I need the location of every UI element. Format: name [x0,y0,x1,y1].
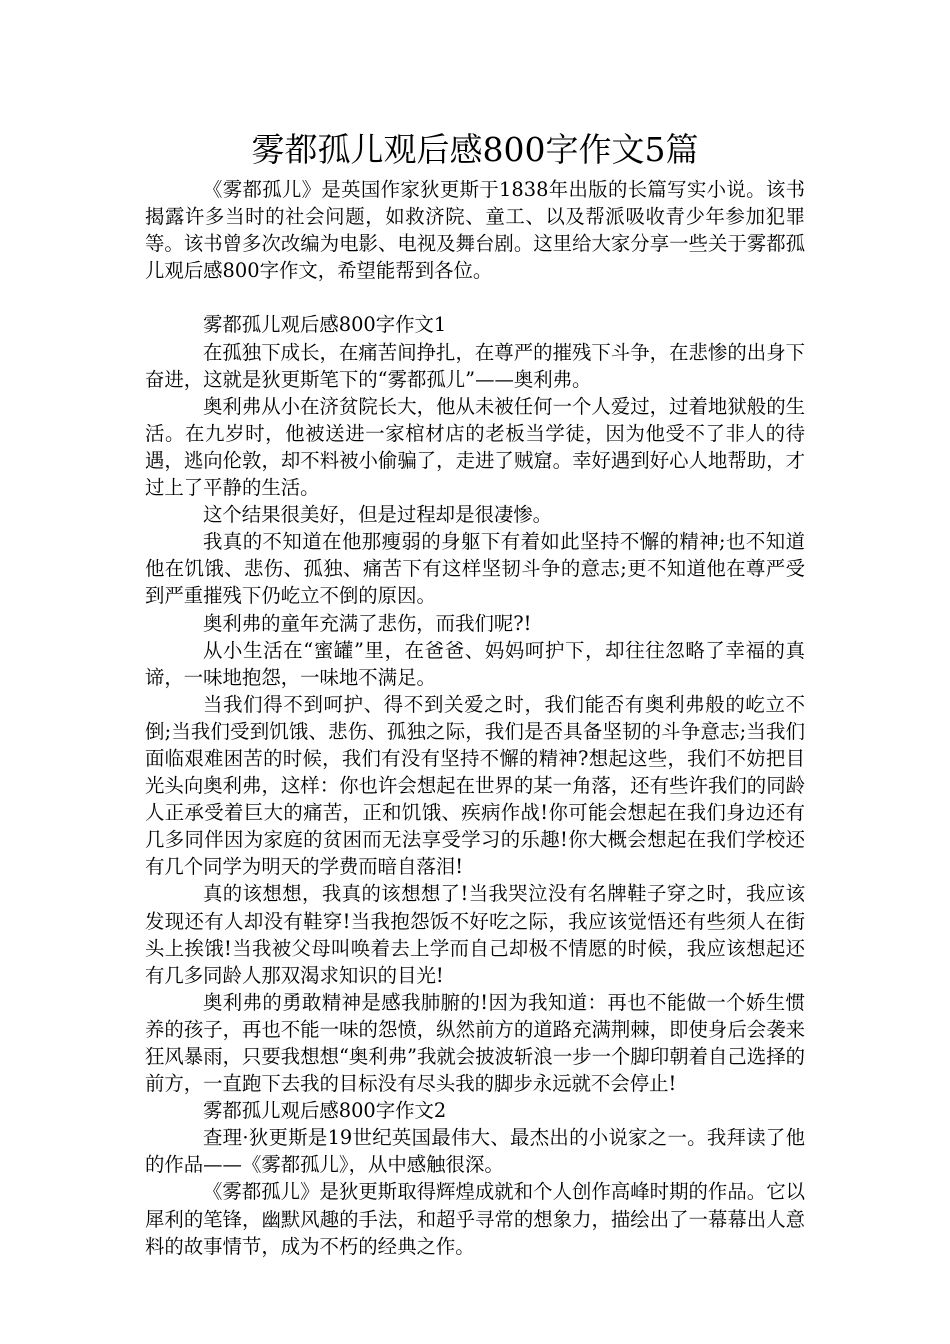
essay-1-paragraph: 奥利弗的童年充满了悲伤，而我们呢?! [203,611,532,635]
essay-2-paragraph: 《雾都孤儿》是狄更斯取得辉煌成就和个人创作高峰时期的作品。它以犀利的笔锋，幽默风趣的手法，和超乎寻常的想象力，描绘出了一幕幕出人意料的故事情节，成为不朽的经典之作。 [145,1180,805,1258]
paragraph-spacer [145,284,805,311]
essay-1-paragraph: 当我们得不到呵护、得不到关爱之时，我们能否有奥利弗般的屹立不倒;当我们受到饥饿、悲伤、孤独之际，我们是否具备坚韧的斗争意志;当我们面临艰难困苦的时候，我们有没有坚持不懈的精神?想起这些，我们不妨把目光头向奥利弗，这样：你也许会想起在世界的某一角落，还有些许我们的同龄人正承受着巨大的痛苦，正和饥饿、疾病作战!你可能会想起在我们身边还有几多同伴因为家庭的贫困而无法享受学习的乐趣!你大概会想起在我们学校还有几个同学为明天的学费而暗自落泪! [145,692,805,879]
essay-1-paragraph: 我真的不知道在他那瘦弱的身躯下有着如此坚持不懈的精神;也不知道他在饥饿、悲伤、孤独、痛苦下有这样坚韧斗争的意志;更不知道他在尊严受到严重摧残下仍屹立不倒的原因。 [145,530,805,608]
essay-2-heading: 雾都孤儿观后感800字作文2 [203,1099,447,1123]
intro-paragraph: 《雾都孤儿》是英国作家狄更斯于1838年出版的长篇写实小说。该书揭露许多当时的社会问题，如救济院、童工、以及帮派吸收青少年参加犯罪等。该书曾多次改编为电影、电视及舞台剧。这里给大家分享一些关于雾都孤儿观后感800字作文，希望能帮到各位。 [145,178,805,283]
essay-1-paragraph: 奥利弗从小在济贫院长大，他从未被任何一个人爱过，过着地狱般的生活。在九岁时，他被送进一家棺材店的老板当学徒，因为他受不了非人的待遇，逃向伦敦，却不料被小偷骗了，走进了贼窟。幸好遇到好心人地帮助，才过上了平静的生活。 [145,394,805,500]
document-title: 雾都孤儿观后感800字作文5篇 [251,130,699,169]
essay-1-paragraph: 在孤独下成长，在痛苦间挣扎，在尊严的摧残下斗争，在悲惨的出身下奋进，这就是狄更斯笔下的“雾都孤儿”——奥利弗。 [145,340,805,391]
essay-1-heading: 雾都孤儿观后感800字作文1 [203,313,447,337]
essay-1-paragraph: 奥利弗的勇敢精神是感我肺腑的!因为我知道：再也不能做一个娇生惯养的孩子，再也不能一味的怨愤，纵然前方的道路充满荆棘，即使身后会袭来狂风暴雨，只要我想想“奥利弗”我就会披波斩浪一步一个脚印朝着自己选择的前方，一直跑下去我的目标没有尽头我的脚步永远就不会停止! [145,990,805,1096]
document-body [145,176,805,1260]
essay-1-paragraph: 从小生活在“蜜罐”里，在爸爸、妈妈呵护下，却往往忽略了幸福的真谛，一味地抱怨，一味地不满足。 [145,638,805,689]
essay-2-paragraph: 查理·狄更斯是19世纪英国最伟大、最杰出的小说家之一。我拜读了他的作品——《雾都孤儿》，从中感触很深。 [145,1126,805,1177]
essay-1-paragraph: 真的该想想，我真的该想想了!当我哭泣没有名牌鞋子穿之时，我应该发现还有人却没有鞋穿!当我抱怨饭不好吃之际，我应该觉悟还有些须人在街头上挨饿!当我被父母叫唤着去上学而自己却极不情愿的时候，我应该想起还有几多同龄人那双渴求知识的目光! [145,882,805,987]
essay-1-paragraph: 这个结果很美好，但是过程却是很凄惨。 [203,503,553,527]
